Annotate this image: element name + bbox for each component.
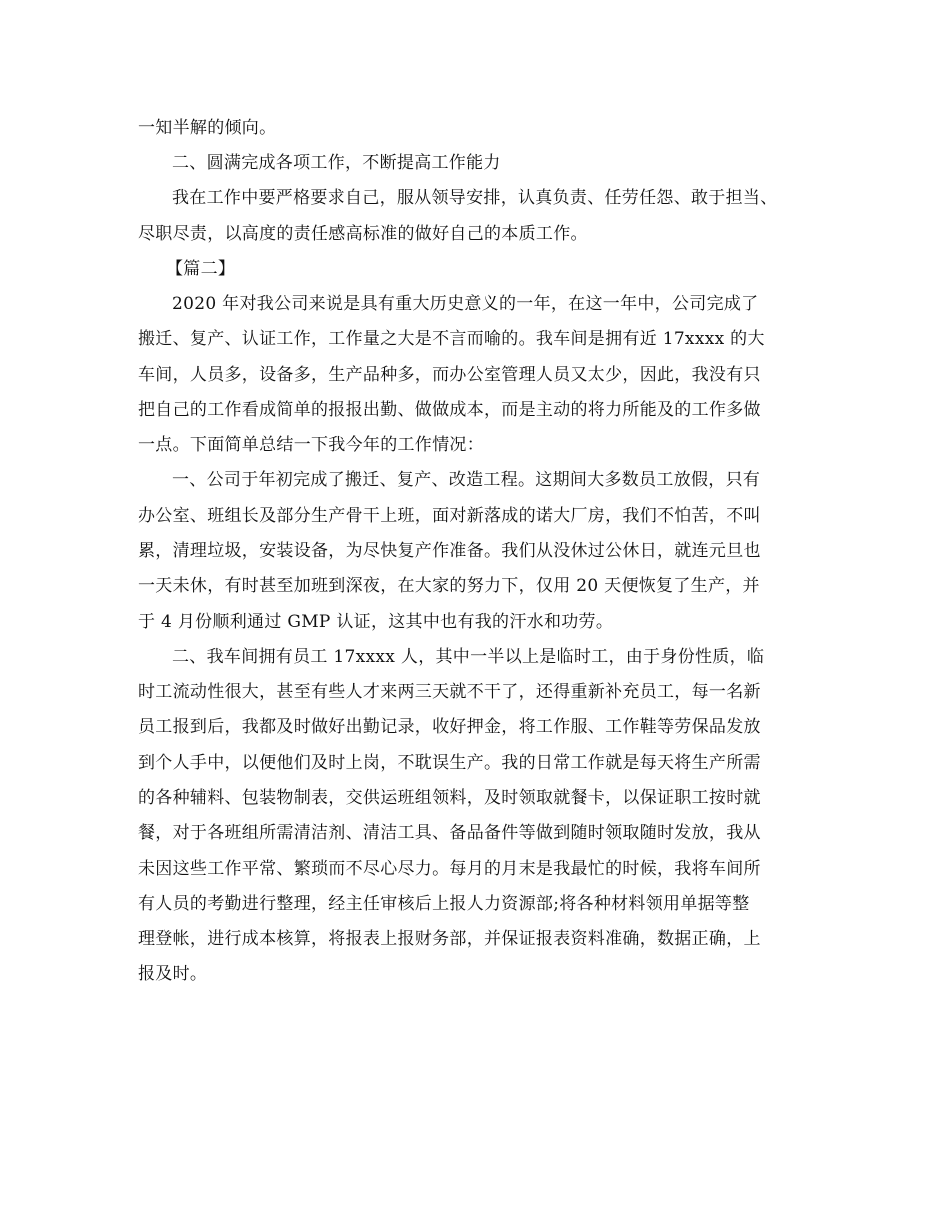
paragraph-line: 一、公司于年初完成了搬迁、复产、改造工程。这期间大多数员工放假，只有 <box>172 470 761 490</box>
paragraph-line: 一点。下面简单总结一下我今年的工作情况： <box>138 435 484 455</box>
paragraph-line: 到个人手中，以便他们及时上岗，不耽误生产。我的日常工作就是每天将生产所需 <box>138 753 761 773</box>
paragraph-line: 餐，对于各班组所需清洁剂、清洁工具、备品备件等做到随时领取随时发放，我从 <box>138 823 761 843</box>
paragraph-line: 尽职尽责，以高度的责任感高标准的做好自己的本质工作。 <box>138 224 588 244</box>
paragraph-line: 时工流动性很大，甚至有些人才来两三天就不干了，还得重新补充员工，每一名新 <box>138 682 761 702</box>
paragraph-line: 于 4 月份顺利通过 GMP 认证，这其中也有我的汗水和功劳。 <box>138 612 614 632</box>
part-heading: 【篇二】 <box>166 259 236 279</box>
paragraph-line: 未因这些工作平常、繁琐而不尽心尽力。每月的月末是我最忙的时候，我将车间所 <box>138 859 761 879</box>
paragraph-line: 搬迁、复产、认证工作，工作量之大是不言而喻的。我车间是拥有近 17xxxx 的大 <box>138 329 765 349</box>
paragraph-line: 2020 年对我公司来说是具有重大历史意义的一年，在这一年中，公司完成了 <box>172 294 759 314</box>
paragraph-line: 我在工作中要严格要求自己，服从领导安排，认真负责、任劳任怨、敢于担当、 <box>172 188 778 208</box>
paragraph-line: 办公室、班组长及部分生产骨干上班，面对新落成的诺大厂房，我们不怕苦，不叫 <box>138 506 761 526</box>
paragraph-line: 理登帐，进行成本核算，将报表上报财务部，并保证报表资料准确，数据正确，上 <box>138 929 761 949</box>
paragraph-line: 一天未休，有时甚至加班到深夜，在大家的努力下，仅用 20 天便恢复了生产，并 <box>138 576 760 596</box>
paragraph-line: 报及时。 <box>138 964 208 984</box>
paragraph-line: 一知半解的倾向。 <box>138 118 277 138</box>
paragraph-line: 把自己的工作看成简单的报报出勤、做做成本，而是主动的将力所能及的工作多做 <box>138 400 761 420</box>
paragraph-line: 车间，人员多，设备多，生产品种多，而办公室管理人员又太少，因此，我没有只 <box>138 365 761 385</box>
paragraph-line: 的各种辅料、包装物制表，交供运班组领料，及时领取就餐卡，以保证职工按时就 <box>138 788 761 808</box>
paragraph-line: 累，清理垃圾，安装设备，为尽快复产作准备。我们从没休过公休日，就连元旦也 <box>138 541 761 561</box>
paragraph-line: 二、我车间拥有员工 17xxxx 人，其中一半以上是临时工，由于身份性质，临 <box>172 647 765 667</box>
section-heading: 二、圆满完成各项工作，不断提高工作能力 <box>172 153 501 173</box>
paragraph-line: 有人员的考勤进行整理，经主任审核后上报人力资源部;将各种材料领用单据等整 <box>138 894 750 914</box>
paragraph-line: 员工报到后，我都及时做好出勤记录，收好押金，将工作服、工作鞋等劳保品发放 <box>138 717 761 737</box>
